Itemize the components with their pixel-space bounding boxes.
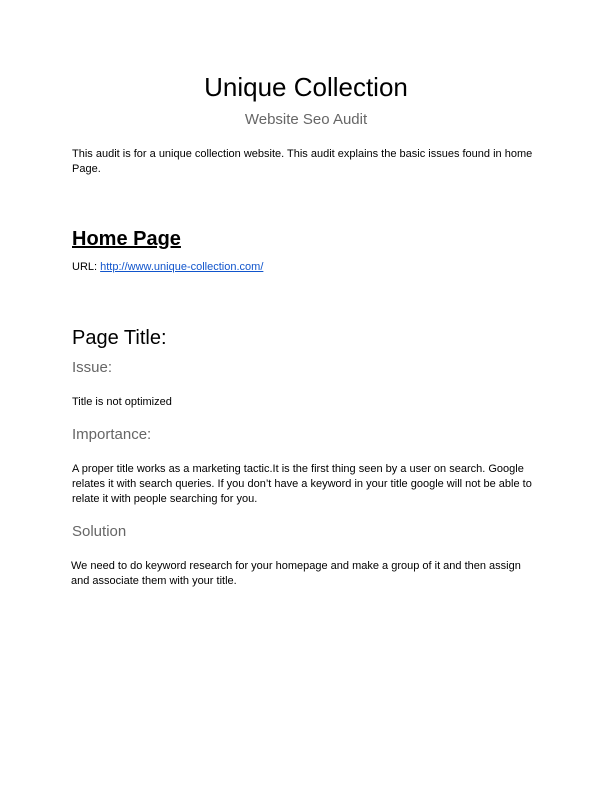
solution-label: Solution — [72, 523, 127, 540]
page-title-heading: Page Title: — [72, 327, 167, 349]
url-label: URL: — [72, 261, 101, 273]
issue-label: Issue: — [72, 359, 113, 376]
importance-text: A proper title works as a marketing tactic.It is the first thing seen by a user on search. Google relates it with search queries. If you don’t have a keyword in your title google will not be able to relate it with people searching for you. — [72, 463, 532, 505]
url-link[interactable]: http://www.unique-collection.com/ — [100, 261, 264, 273]
importance-label: Importance: — [72, 426, 152, 443]
issue-text: Title is not optimized — [72, 396, 172, 408]
document-subtitle: Website Seo Audit — [244, 111, 368, 128]
home-page-heading: Home Page — [72, 228, 181, 250]
solution-text: We need to do keyword research for your homepage and make a group of it and then assign and associate them with your title. — [71, 560, 521, 587]
document-title: Unique Collection — [204, 72, 408, 102]
intro-paragraph: This audit is for a unique collection website. This audit explains the basic issues found in home Page. — [72, 148, 533, 175]
url-line — [72, 260, 540, 275]
